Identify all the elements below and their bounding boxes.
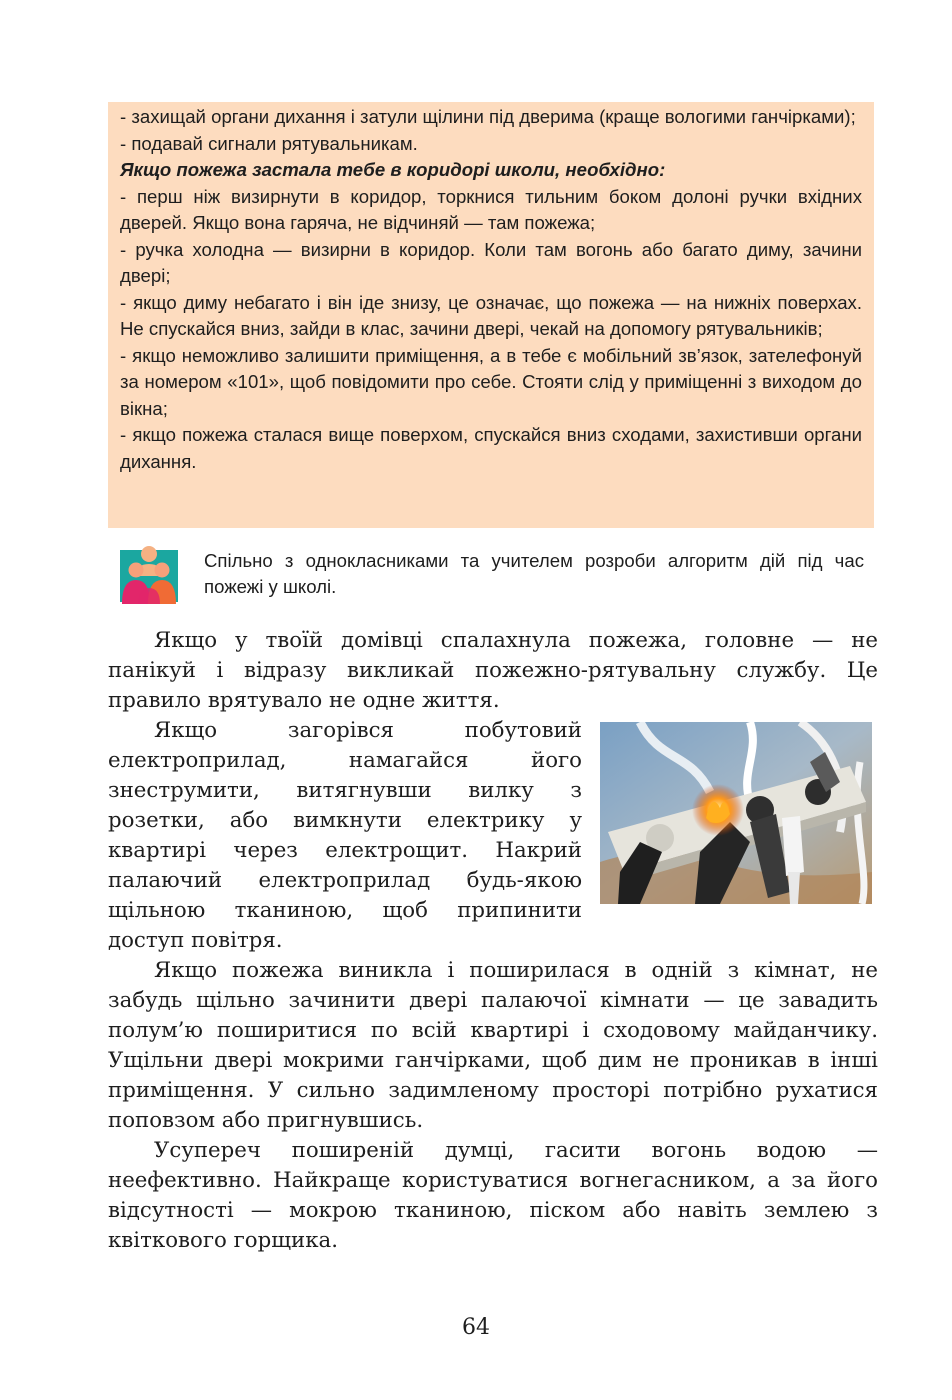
burning-power-strip-photo — [600, 722, 872, 904]
group-work-icon — [120, 544, 178, 606]
instruction-item: - ручка холодна — визирни в коридор. Коли там вогонь або багато диму, зачини двері; — [120, 238, 862, 286]
group-task — [120, 544, 874, 606]
paragraph: Якщо у твоїй домівці спалахнула пожежа, головне — не панікуй і відразу викликай пожежно-рятувальну службу. Це правило врятувало не одне життя. — [108, 628, 878, 713]
page-number: 64 — [462, 1315, 490, 1340]
instruction-item: - якщо диму небагато і він іде знизу, це означає, що пожежа — на нижніх поверхах. Не спускайся вниз, зайди в клас, зачини двері, чекай на допомогу рятувальників; — [120, 291, 862, 339]
paragraph: Усупереч поширеній думці, гасити вогонь водою — неефективно. Найкраще користуватися вогнегасником, а за його відсутності — мокрою тканиною, піском або навіть землею з квіткового горщика. — [108, 1138, 878, 1253]
paragraph: Якщо загорівся побутовий електроприлад, намагайся його знеструмити, витягнувши вилку з розетки, або вимкнути електрику у квартирі через електрощит. Накрий палаючий електроприлад будь-якою щільною тканиною, щоб припинити доступ повітря. — [108, 718, 582, 953]
instruction-item: - подавай сигнали рятувальникам. — [120, 132, 418, 154]
group-task-text: Спільно з однокласниками та учителем розроби алгоритм дій під час пожежі у школі. — [204, 550, 864, 597]
safety-instructions-box — [108, 102, 874, 528]
paragraph: Якщо пожежа виникла і поширилася в одній з кімнат, не забудь щільно зачинити двері палаючої кімнати — це завадить полум’ю поширитися по всій квартирі і сходовому майданчику. Ущільни двері мокрими ганчірками, щоб дим не проникав в інші приміщення. У сильно задимленому просторі потрібно рухатися поповзом або пригнувшись. — [108, 958, 878, 1133]
instruction-item: - якщо пожежа сталася вище поверхом, спускайся вниз сходами, захистивши органи дихання. — [120, 424, 862, 472]
instruction-item: - перш ніж визирнути в коридор, торкнися тильним боком долоні ручки вхідних дверей. Якщо вона гаряча, не відчиняй — там пожежа; — [120, 185, 862, 233]
instruction-item: - якщо неможливо залишити приміщення, а в тебе є мобільний зв’язок, зателефонуй за номером «101», щоб повідомити про себе. Стояти слід у приміщенні з виходом до вікна; — [120, 344, 862, 419]
instruction-item: - захищай органи дихання і затули щілини під дверима (краще вологими ганчірками); — [120, 106, 856, 127]
instruction-heading: Якщо пожежа застала тебе в коридорі школи, необхідно: — [120, 159, 666, 180]
